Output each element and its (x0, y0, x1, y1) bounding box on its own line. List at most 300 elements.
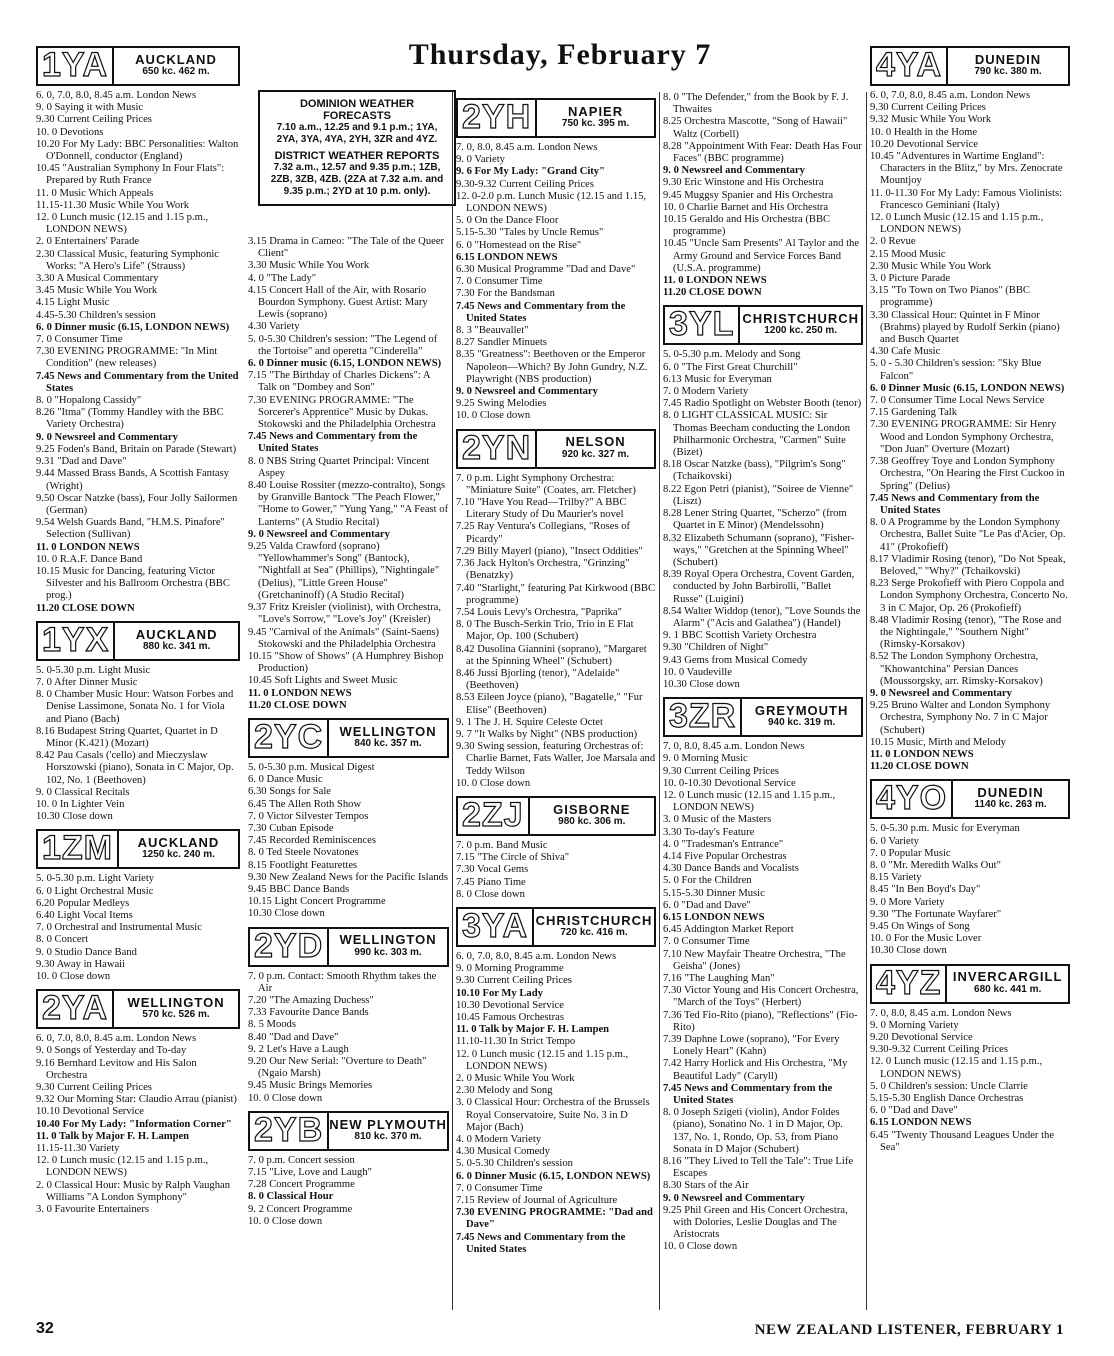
programme-item: 9.25 Bruno Walter and London Symphony Orchestra, Symphony No. 7 in C Major (Schubert) (870, 700, 1051, 736)
programme-item: 7.16 "The Laughing Man" (663, 973, 775, 984)
programme-item: 10. 0-10.30 Devotional Service (663, 777, 796, 789)
station-meta (112, 991, 238, 1027)
programme-item: 8.30 Stars of the Air (663, 1180, 749, 1192)
programme-item: 8.22 Egon Petri (pianist), "Soiree de Vienne" (Liszt) (663, 483, 854, 507)
footer-text: NEW ZEALAND LISTENER, FEBRUARY 1 (754, 1322, 1064, 1338)
programme-item: 6. 0 Dinner Music (6.15, LONDON NEWS) (456, 1170, 651, 1182)
programme-item: 9.45 Music Brings Memories (248, 1080, 373, 1092)
programme-item: 6.15 LONDON NEWS (456, 251, 558, 263)
station-block (456, 429, 656, 790)
programme-item: 10.30 Close down (36, 811, 113, 823)
programme-item: 7.30 EVENING PROGRAMME: "Dad and Dave" (456, 1207, 653, 1231)
station-block (248, 1111, 449, 1228)
station-call-sign: 2YH (462, 98, 532, 136)
programme-item: 6. 0 Variety (870, 835, 919, 847)
programme-item: 9.30 Eric Winstone and His Orchestra (663, 177, 824, 189)
programme-item: 10.15 "Show of Shows" (A Humphrey Bishop Production) (248, 650, 444, 675)
programme-item: 8. 0 Classical Hour (248, 1191, 334, 1203)
programme-item: 10.30 Close down (663, 678, 740, 690)
programme-item: 7.15 "Live, Love and Laugh" (248, 1167, 372, 1178)
programme-item: 8. 5 Moods (248, 1019, 296, 1031)
programme-item: 7.30 EVENING PROGRAMME: "In Mint Condition" (new releases) (36, 346, 218, 370)
station-meta (112, 48, 238, 84)
programme-item: 7.39 Daphne Lowe (soprano), "For Every Lonely Heart" (Kahn) (663, 1034, 840, 1058)
programme-item: 8. 0 NBS String Quartet Principal: Vincent Aspey (248, 455, 430, 479)
programme-item: 7.45 News and Commentary from the United States (456, 300, 626, 324)
programme-item: 4. 0 "Tradesman's Entrance" (663, 838, 784, 850)
station-header (248, 1111, 449, 1151)
programme-item: 3.30 To-day's Feature (663, 826, 755, 838)
programme-item: 6.20 Popular Medleys (36, 897, 130, 909)
programme-item: 2.30 Music While You Work (870, 260, 992, 272)
programme-item: 8.17 Vladimir Rosing (tenor), "Do Not Speak, Beloved," "Why?" (Tchaikovski) (870, 553, 1066, 577)
station-header (663, 697, 863, 737)
station-meta (528, 798, 654, 834)
programme-item: 6. 0 Dinner Music (6.15, LONDON NEWS) (870, 382, 1065, 394)
programme-item: 8.15 Footlight Featurettes (248, 859, 358, 871)
programme-item: 4.15 Light Music (36, 297, 110, 309)
programme-item: 8.28 Lener String Quartet, "Scherzo" (from Quartet in E Minor) (Mendelssohn) (663, 508, 847, 532)
station-meta (532, 909, 654, 945)
station-meta (535, 431, 654, 467)
programme-item: 7. 0 Consumer Time (663, 936, 750, 948)
programme-item: 8.54 Walter Widdop (tenor), "Love Sounds the Alarm" ("Acis and Galathea") (Handel) (663, 605, 861, 629)
programme-item: 9.32 Music While You Work (870, 114, 992, 126)
programme-item: 10.20 Devotional Service (870, 138, 978, 150)
programme-item: 5. 0-5.30 p.m. Musical Digest (248, 761, 375, 773)
column-3 (456, 92, 656, 1310)
station-meta (113, 623, 238, 659)
programme-item: 9.20 Our New Serial: "Overture to Death" (Ngaio Marsh) (248, 1055, 427, 1080)
programme-item: 7.36 Jack Hylton's Orchestra, "Grinzing" (Benatzky) (456, 558, 630, 582)
station-header (870, 779, 1070, 819)
programme-item: 9. 0 Newsreel and Commentary (248, 528, 390, 540)
programme-item: 10. 0 Close down (663, 1241, 738, 1253)
page-title: Thursday, February 7 (408, 38, 712, 71)
station-frequency: 650 kc. 462 m. (142, 66, 210, 77)
programme-item: 7.40 "Starlight," featuring Pat Kirkwood (BBC programme) (456, 582, 656, 606)
programme-item: 7. 0, 8.0, 8.45 a.m. London News (663, 741, 805, 753)
programme-item: 2.30 Melody and Song (456, 1085, 553, 1097)
programme-item: 11. 0 LONDON NEWS (663, 275, 767, 287)
station-call-sign: 2YC (254, 717, 324, 756)
programme-item: 9.31 "Dad and Dave" (36, 456, 127, 468)
programme-item: 7.30 EVENING PROGRAMME: "The Sorcerer's Apprentice" Music by Dukas. Stokowski and the Philadelphia Orchestra (248, 394, 436, 431)
programme-item: 9.30 Current Ceiling Prices (36, 114, 152, 126)
station-header (36, 829, 240, 869)
programme-item: 9. 0 Morning Programme (456, 963, 564, 975)
programme-item: 7.54 Louis Levy's Orchestra, "Paprika" (456, 606, 622, 618)
weather-times-2: 7.32 a.m., 12.57 and 9.35 p.m.; 1ZB, 2ZB, 3ZB, 4ZB. (2ZA at 7.32 a.m. and 9.35 p.m.; 2YD at 10 p.m. only). (270, 162, 444, 197)
programme-item: 11. 0-11.30 For My Lady: Famous Violinists: Francesco Geminiani (Italy) (870, 187, 1063, 211)
programme-item: 9.30 Swing session, featuring Orchestras of: Charlie Barnet, Fats Waller, Joe Marsala and Teddy Wilson (456, 741, 656, 777)
programme-item: 9.45 "Carnival of the Animals" (Saint-Saens) Stokowski and the Philadelphia Orchestra (248, 626, 440, 650)
programme-item: 6.40 Light Vocal Items (36, 909, 133, 921)
programme-item: 9. 0 Studio Dance Band (36, 946, 137, 958)
station-meta (327, 929, 447, 965)
programme-item: 9.25 Valda Crawford (soprano) "Yellowhammer's Song" (Bantock), "Nightfall at Sea" (Phillips), "Nightingale" (Delius), "Little Green House" (Gretchaninoff) (A Studio Recital) (248, 541, 440, 601)
programme-item: 10.15 Music, Mirth and Melody (870, 736, 1006, 748)
programme-item: 7.30 Vocal Gems (456, 864, 529, 876)
station-call-sign: 3YA (462, 906, 529, 945)
station-call-sign: 4YO (876, 779, 948, 818)
programme-item: 8.40 "Dad and Dave" (248, 1031, 339, 1043)
programme-item: 5. 0-5.30 p.m. Music for Everyman (870, 823, 1020, 835)
programme-item: 9. 0 Newsreel and Commentary (36, 431, 178, 443)
programme-item: 8.35 "Greatness": Beethoven or the Emperor Napoleon—Which? By John Gundry, N.Z. Playwright (NBS production) (456, 349, 648, 385)
programme-item: 7. 0 p.m. Contact: Smooth Rhythm takes the Air (248, 970, 437, 994)
programme-item: 10.15 Light Concert Programme (248, 896, 386, 908)
programme-item: 10.45 Soft Lights and Sweet Music (248, 675, 398, 687)
programme-item: 9.30-9.32 Current Ceiling Prices (870, 1044, 1008, 1056)
programme-item: 5.15-5.30 Dinner Music (663, 887, 765, 899)
programme-item: 12. 0 Lunch music (12.15 and 1.15 p.m., LONDON NEWS) (870, 1056, 1043, 1080)
programme-item: 7. 0 p.m. Concert session (248, 1154, 355, 1166)
column-rule (659, 92, 660, 1310)
station-block (456, 907, 656, 1256)
station-meta (738, 307, 861, 343)
station-city: CHRISTCHURCH (742, 311, 860, 327)
station-frequency: 840 kc. 357 m. (354, 737, 422, 749)
programme-item: 6. 0 Dinner music (6.15, LONDON NEWS) (36, 321, 230, 333)
programme-item: 8.27 Sandler Minuets (456, 337, 547, 349)
programme-item: 10. 0 Devotions (36, 126, 104, 138)
programme-item: 7.15 "The Circle of Shiva" (456, 852, 570, 864)
programme-item: 9.50 Oscar Natzke (bass), Four Jolly Sailormen (German) (36, 492, 238, 516)
programme-item: 7.28 Concert Programme (248, 1179, 355, 1191)
programme-item: 11.20 CLOSE DOWN (248, 699, 347, 711)
station-header (456, 429, 656, 469)
programme-item: 7.30 EVENING PROGRAMME: Sir Henry Wood and London Symphony Orchestra, "Don Juan" Overture (Mozart) (870, 419, 1057, 455)
programme-item: 3. 0 Music of the Masters (663, 814, 772, 826)
programme-item: 6. 0 Light Orchestral Music (36, 885, 154, 897)
programme-item: 12. 0 Lunch music (12.15 and 1.15 p.m., LONDON NEWS) (456, 1048, 629, 1072)
programme-item: 5.15-5.30 English Dance Orchestras (870, 1093, 1024, 1105)
station-meta (946, 48, 1068, 84)
programme-item: 11.20 CLOSE DOWN (870, 761, 969, 773)
programme-item: 3.15 Drama in Cameo: "The Tale of the Queer Client" (248, 236, 445, 260)
programme-item: 9.32 Our Morning Star: Claudio Arrau (pianist) (36, 1094, 237, 1106)
station-city: WELLINGTON (339, 932, 437, 948)
programme-item: 8. 0 The Busch-Serkin Trio, Trio in E Flat Major, Op. 100 (Schubert) (456, 619, 634, 643)
programme-item: 9.45 BBC Dance Bands (248, 883, 350, 895)
programme-item: 9.30 New Zealand News for the Pacific Islands (248, 871, 449, 883)
programme-item: 9. 2 Concert Programme (248, 1203, 353, 1215)
station-city: NAPIER (568, 103, 624, 119)
station-header (663, 305, 863, 345)
programme-item: 8. 0 Close down (456, 888, 525, 900)
station-call-sign: 2YA (42, 989, 109, 1028)
programme-item: 3.30 Music While You Work (248, 260, 370, 272)
station-block (248, 236, 449, 712)
station-call-sign: 1YX (42, 620, 110, 659)
station-header (248, 927, 449, 967)
programme-item: 10.45 "Adventures in Wartime England": Characters in the Blitz," by Mrs. Zenocrate Mountjoy (870, 151, 1063, 187)
programme-item: 8.53 Eileen Joyce (piano), "Bagatelle," "Fur Elise" (Beethoven) (456, 692, 643, 716)
programme-item: 11. 0 Talk by Major F. H. Lampen (456, 1024, 610, 1036)
programme-item: 8. 0 Chamber Music Hour: Watson Forbes and Denise Lassimone, Sonata No. 1 for Viola and Piano (Bach) (36, 689, 234, 725)
station-block (870, 779, 1070, 957)
programme-item: 4.14 Five Popular Orchestras (663, 850, 787, 862)
station-city: NELSON (565, 434, 626, 450)
programme-item: 11.10-11.30 In Strict Tempo (456, 1036, 576, 1048)
programme-item: 9.30 Current Ceiling Prices (663, 765, 779, 777)
station-block (456, 98, 656, 423)
programme-item: 9.30 Current Ceiling Prices (456, 975, 572, 987)
programme-item: 7.38 Geoffrey Toye and London Symphony Orchestra, "On Hearing the First Cuckoo in Spring" (Delius) (870, 456, 1065, 492)
programme-item: 10. 0 In Lighter Vein (36, 798, 125, 810)
programme-item: 8.28 "Appointment With Fear: Death Has Four Faces" (BBC programme) (663, 140, 862, 165)
programme-item: 9. 0 Classical Recitals (36, 786, 130, 798)
programme-item: 7.45 Recorded Reminiscences (248, 835, 376, 847)
programme-item: 9.16 Bernhard Levitow and His Salon Orchestra (36, 1057, 197, 1081)
programme-item: 10. 0 For the Music Lover (870, 933, 982, 945)
programme-item: 7.45 News and Commentary from the United States (870, 492, 1040, 516)
station-city: GISBORNE (553, 801, 631, 817)
programme-item: 9. 6 For My Lady: "Grand City" (456, 166, 605, 178)
programme-item: 10.45 "Uncle Sam Presents" Al Taylor and the Army Ground and Service Forces Band (U.S.A. programme) (663, 238, 860, 274)
programme-item: 8.39 Royal Opera Orchestra, Covent Garden, conducted by John Barbirolli, "Ballet Russe" (Luigini) (663, 569, 855, 605)
station-block (456, 796, 656, 901)
programme-item: 7.30 Cuban Episode (248, 822, 334, 834)
station-block (663, 305, 863, 691)
programme-item: 7.15 Gardening Talk (870, 407, 958, 419)
station-frequency: 1250 kc. 240 m. (142, 849, 215, 861)
station-frequency: 880 kc. 341 m. (142, 640, 211, 652)
programme-item: 5. 0-5.30 Children's session: "The Legend of the Tortoise" and operetta "Cinderella" (248, 333, 438, 357)
programme-item: 6.13 Music for Everyman (663, 373, 772, 385)
programme-item: 6.30 Songs for Sale (248, 786, 331, 798)
programme-item: 10.30 Close down (870, 945, 947, 957)
programme-item: 6.15 LONDON NEWS (663, 911, 765, 923)
programme-item: 4. 0 "The Lady" (248, 272, 317, 284)
programme-item: 4.30 Variety (248, 321, 300, 333)
weather-heading-2: DISTRICT WEATHER REPORTS (274, 150, 440, 162)
programme-item: 5. 0 On the Dance Floor (456, 215, 559, 227)
programme-item: 5. 0 - 5.30 Children's session: "Sky Blue Falcon" (870, 358, 1042, 382)
programme-item: 3.45 Music While You Work (36, 285, 158, 297)
station-meta (740, 699, 861, 735)
programme-item: 7.45 News and Commentary from the United States (456, 1231, 626, 1255)
programme-item: 8. 0 A Programme by the London Symphony Orchestra, Ballet Suite "Le Pas d'Acier, Op. 41" (Prokofieff) (870, 517, 1066, 553)
programme-item: 7.10 New Mayfair Theatre Orchestra, "The Geisha" (Jones) (663, 948, 846, 972)
programme-item: 11. 0 LONDON NEWS (248, 687, 352, 699)
programme-item: 4.45-5.30 Children's session (36, 309, 156, 321)
programme-item: 2. 0 Music While You Work (456, 1073, 575, 1084)
station-block (870, 964, 1070, 1154)
programme-item: 10.40 For My Lady: "Information Corner" (36, 1118, 232, 1130)
station-city: GREYMOUTH (754, 702, 849, 718)
column-1 (36, 40, 240, 1310)
station-frequency: 750 kc. 395 m. (561, 118, 630, 129)
programme-item: 7. 0 Orchestral and Instrumental Music (36, 922, 202, 934)
programme-item: 7.25 Ray Ventura's Collegians, "Roses of Picardy" (456, 521, 631, 545)
programme-item: 9. 0 More Variety (870, 896, 945, 908)
programme-item: 8. 0 Ted Steele Novatones (248, 847, 359, 859)
programme-item: 4.15 Concert Hall of the Air, with Rosario Bourdon Symphony. Guest Artist: Mary Lewis (soprano) (248, 284, 428, 321)
programme-item: 7.36 Ted Fio-Rito (piano), "Reflections" (Fio-Rito) (663, 1009, 858, 1033)
programme-item: 8.16 "They Lived to Tell the Tale": True Life Escapes (663, 1156, 854, 1180)
column-2 (248, 236, 449, 1310)
programme-item: 7. 0 Consumer Time (36, 334, 123, 346)
station-header (870, 964, 1070, 1004)
programme-item: 12. 0 Lunch Music (12.15 and 1.15 p.m., LONDON NEWS) (870, 212, 1044, 236)
programme-item: 9.30 "The Fortunate Wayfarer" (870, 908, 1002, 920)
programme-item: 9. 0 Morning Variety (870, 1019, 959, 1031)
programme-item: 10.15 Music for Dancing, featuring Victor Silvester and his Ballroom Orchestra (BBC prog.) (36, 565, 230, 602)
station-frequency: 680 kc. 441 m. (974, 983, 1042, 995)
programme-item: 6.30 Musical Programme "Dad and Dave" (456, 264, 636, 276)
station-meta (535, 100, 654, 136)
programme-item: 7.29 Billy Mayerl (piano), "Insect Oddities" (456, 545, 643, 557)
programme-item: 6. 0 "Dad and Dave" (870, 1105, 958, 1117)
programme-item: 8.52 The London Symphony Orchestra, "Khowantchina" Persian Dances (Moussorgsky, arr. Rimsky-Korsakov) (870, 651, 1043, 687)
programme-item: 9. 0 Morning Music (663, 753, 748, 765)
programme-item: 8.48 Vladimir Rosing (tenor), "The Rose and the Nightingale," "Southern Night" (Rimsky-Korsakov) (870, 614, 1062, 651)
station-meta (117, 831, 238, 867)
programme-item: 10.20 For My Lady: BBC Personalities: Walton O'Donnell, conductor (England) (36, 138, 239, 163)
station-block (663, 92, 863, 299)
station-call-sign: 2ZJ (462, 795, 524, 834)
programme-item: 8.42 Pau Casals ('cello) and Mieczyslaw Horszowski (piano), Sonata in C Major, Op. 102, No. 1 (Beethoven) (36, 750, 234, 786)
station-frequency: 720 kc. 416 m. (560, 926, 628, 938)
programme-item: 4.30 Musical Comedy (456, 1146, 550, 1158)
station-city: AUCKLAND (135, 51, 217, 67)
programme-item: 7.45 News and Commentary from the United States (663, 1082, 833, 1107)
programme-item: 10. 0 Close down (248, 1215, 323, 1227)
programme-item: 7.15 Review of Journal of Agriculture (456, 1195, 618, 1207)
programme-item: 6.45 The Allen Roth Show (248, 798, 362, 810)
programme-item: 4. 0 Modern Variety (456, 1134, 542, 1146)
programme-item: 8.42 Dusolina Giannini (soprano), "Margaret at the Spinning Wheel" (Schubert) (456, 643, 647, 667)
weather-times: 7.10 a.m., 12.25 and 9.1 p.m.; 1YA, 2YA, 3YA, 4YA, 2YH, 3ZR and 4YZ. (276, 122, 438, 145)
station-block (36, 989, 240, 1216)
programme-item: 9. 0 Newsreel and Commentary (456, 386, 598, 398)
weather-box (258, 90, 456, 206)
programme-item: 5. 0 Children's session: Uncle Clarrie (870, 1080, 1028, 1092)
programme-item: 9.54 Welsh Guards Band, "H.M.S. Pinafore" Selection (Sullivan) (36, 517, 225, 541)
programme-item: 7.45 News and Commentary from the United States (36, 370, 239, 394)
programme-item: 9.20 Devotional Service (870, 1032, 973, 1044)
programme-item: 9. 0 Variety (456, 154, 505, 166)
programme-item: 7. 0, 8.0, 8.45 a.m. London News (456, 142, 598, 153)
programme-item: 8.18 Oscar Natzke (bass), "Pilgrim's Song" (Tchaikovski) (663, 459, 846, 483)
programme-item: 9. 0 Newsreel and Commentary (663, 1192, 805, 1204)
station-block (36, 46, 240, 615)
programme-item: 7.42 Harry Horlick and His Orchestra, "My Beautiful Lady" (Caryll) (663, 1058, 848, 1082)
station-call-sign: 2YN (462, 428, 532, 467)
programme-item: 3. 0 Picture Parade (870, 273, 951, 285)
programme-item: 8.26 "Itma" (Tommy Handley with the BBC Variety Orchestra) (36, 407, 224, 431)
programme-item: 9.30 "Children of Night" (663, 642, 769, 654)
programme-item: 6. 0 Dinner music (6.15, LONDON NEWS) (248, 358, 442, 370)
station-frequency: 990 kc. 303 m. (354, 946, 422, 958)
station-header (456, 98, 656, 138)
programme-item: 7. 0 Consumer Time Local News Service (870, 395, 1045, 407)
station-city: AUCKLAND (137, 835, 220, 851)
programme-item: 5.15-5.30 "Tales by Uncle Remus" (456, 227, 604, 239)
programme-item: 9.30 Away in Hawaii (36, 958, 126, 970)
programme-item: 7. 0 Popular Music (870, 847, 951, 859)
station-meta (945, 966, 1068, 1002)
column-rule (452, 92, 453, 1310)
programme-item: 2. 0 Revue (870, 236, 916, 248)
programme-item: 7.45 News and Commentary from the United States (248, 431, 418, 455)
station-block (663, 697, 863, 1254)
programme-item: 2. 0 Classical Hour: Music by Ralph Vaughan Williams "A London Symphony" (36, 1179, 231, 1203)
station-call-sign: 4YA (876, 46, 943, 84)
programme-item: 9. 7 "It Walks by Night" (NBS production) (456, 728, 638, 740)
programme-item: 9.30 Current Ceiling Prices (870, 102, 986, 114)
programme-item: 2. 0 Entertainers' Parade (36, 236, 140, 248)
programme-item: 9.30-9.32 Current Ceiling Prices (456, 178, 594, 190)
station-call-sign: 3YL (669, 305, 735, 344)
programme-item: 9.45 Muggsy Spanier and His Orchestra (663, 189, 834, 201)
programme-item: 10. 0 Health in the Home (870, 126, 978, 138)
programme-item: 11. 0 LONDON NEWS (36, 541, 140, 553)
programme-item: 8. 0 Concert (36, 934, 89, 946)
station-city: WELLINGTON (127, 995, 225, 1010)
programme-item: 3. 0 Favourite Entertainers (36, 1204, 149, 1216)
programme-item: 5. 0-5.30 p.m. Light Variety (36, 873, 155, 885)
programme-item: 11.15-11.30 Music While You Work (36, 199, 190, 211)
programme-item: 10.10 For My Lady (456, 987, 543, 999)
station-city: DUNEDIN (974, 51, 1042, 67)
programme-item: 7.45 Radio Spotlight on Webster Booth (tenor) (663, 398, 862, 410)
station-block (36, 829, 240, 983)
programme-item: 8.40 Louise Rossiter (mezzo-contralto), Songs by Granville Bantock "The Peach Flower," "Home to Gower," "Yung Yang," "A Feast of Lanterns" (A Studio Recital) (248, 480, 449, 528)
programme-item: 10. 0 R.A.F. Dance Band (36, 553, 143, 565)
programme-item: 9.43 Gems from Musical Comedy (663, 654, 808, 666)
programme-item: 7. 0 Consumer Time (456, 276, 543, 288)
programme-item: 8. 0 "The Defender," from the Book by F. J. Thwaites (663, 92, 849, 116)
station-frequency: 920 kc. 327 m. (561, 448, 630, 460)
station-header (36, 989, 240, 1029)
programme-item: 9.30 Current Ceiling Prices (36, 1082, 152, 1094)
station-call-sign: 1YA (42, 46, 109, 84)
station-header (248, 718, 449, 758)
page-number: 32 (36, 1320, 54, 1337)
programme-item: 9. 0 Newsreel and Commentary (663, 165, 805, 177)
programme-item: 8.32 Elizabeth Schumann (soprano), "Fisher-ways," "Gretchen at the Spinning Wheel" (Schubert) (663, 532, 855, 568)
programme-item: 4.30 Cafe Music (870, 346, 941, 358)
programme-item: 7.20 "The Amazing Duchess" (248, 994, 374, 1006)
programme-item: 3.30 A Musical Commentary (36, 273, 159, 285)
station-meta (951, 781, 1068, 817)
programme-item: 9.25 Phil Green and His Concert Orchestra, with Dolories, Leslie Douglas and The Aristocrats (663, 1204, 848, 1241)
station-call-sign: 2YD (254, 926, 324, 965)
programme-item: 7. 0, 8.0, 8.45 a.m. London News (870, 1007, 1012, 1019)
programme-item: 8. 0 "Mr. Meredith Walks Out" (870, 859, 1001, 871)
programme-item: 9. 0 Newsreel and Commentary (870, 687, 1012, 699)
station-call-sign: 3ZR (669, 697, 737, 736)
programme-item: 6. 0, 7.0, 8.0, 8.45 a.m. London News (456, 950, 617, 962)
programme-item: 12. 0 Lunch music (12.15 and 1.15 p.m., LONDON NEWS) (663, 789, 836, 814)
programme-item: 11. 0 Talk by Major F. H. Lampen (36, 1130, 190, 1142)
column-rule (866, 92, 867, 1310)
programme-item: 7. 0 p.m. Light Symphony Orchestra: "Miniature Suite" (Coates, arr. Fletcher) (456, 472, 636, 496)
station-call-sign: 4YZ (876, 963, 942, 1002)
station-frequency: 790 kc. 380 m. (974, 66, 1042, 77)
column-5 (870, 40, 1070, 1310)
programme-item: 8.16 Budapest String Quartet, Quartet in D Minor (K.421) (Mozart) (36, 725, 218, 749)
programme-item: 6. 0 Dance Music (248, 774, 323, 786)
programme-item: 6.45 "Twenty Thousand Leagues Under the Sea" (870, 1129, 1055, 1153)
programme-item: 11.15-11.30 Variety (36, 1143, 120, 1155)
programme-item: 10.10 Devotional Service (36, 1106, 144, 1118)
programme-item: 10.45 Famous Orchestras (456, 1011, 564, 1023)
column-4 (663, 92, 863, 1310)
